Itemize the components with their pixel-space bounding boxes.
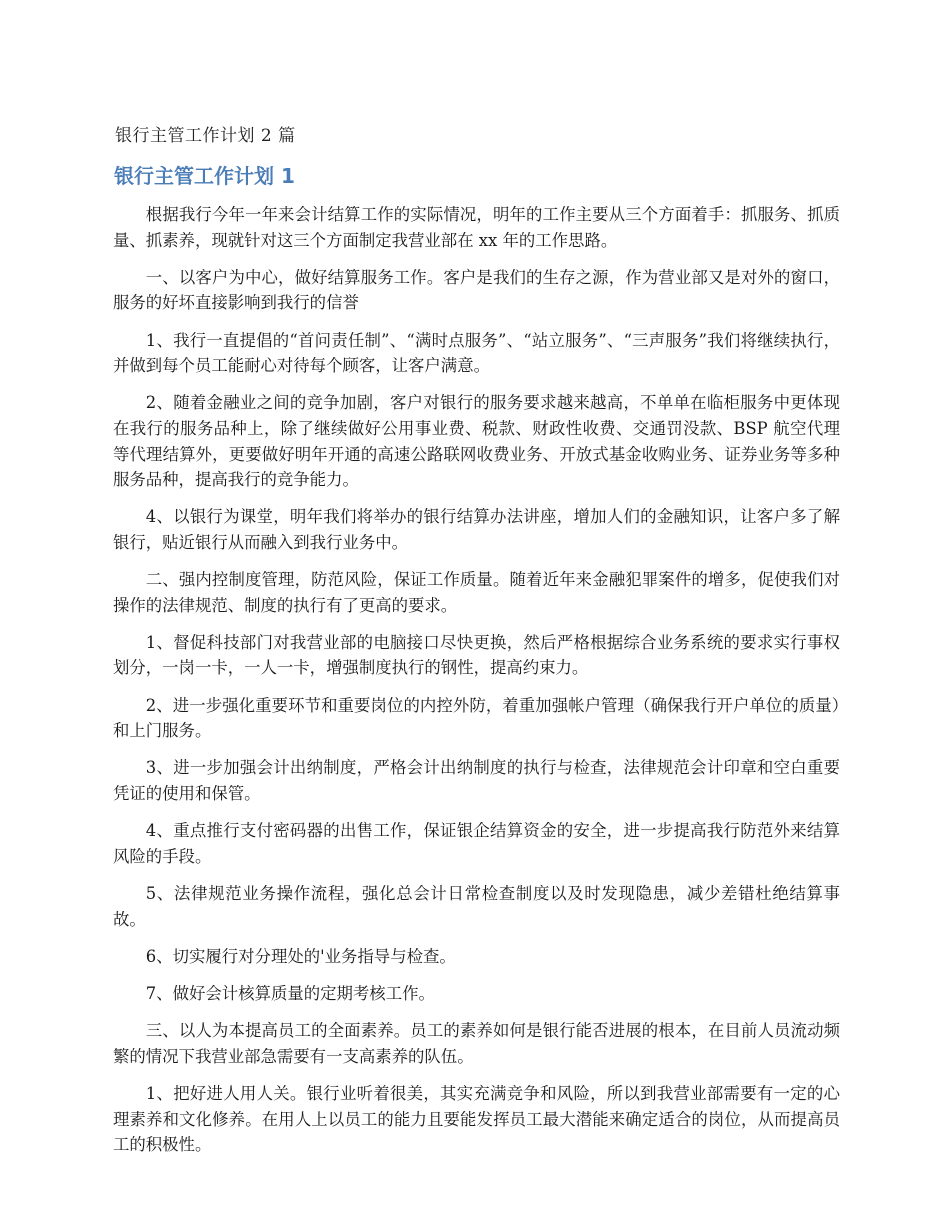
paragraph: 3、进一步加强会计出纳制度，严格会计出纳制度的执行与检查，法律规范会计印章和空白重要凭证的使用和保管。 xyxy=(113,758,840,804)
paragraph: 4、以银行为课堂，明年我们将举办的银行结算办法讲座，增加人们的金融知识，让客户多了解银行，贴近银行从而融入到我行业务中。 xyxy=(113,507,840,552)
paragraph: 5、法律规范业务操作流程，强化总会计日常检查制度以及时发现隐患，减少差错杜绝结算事故。 xyxy=(113,884,840,929)
paragraph: 1、督促科技部门对我营业部的电脑接口尽快更换，然后严格根据综合业务系统的要求实行事权划分，一岗一卡，一人一卡，增强制度执行的钢性，提高约束力。 xyxy=(113,632,840,678)
paragraph: 三、以人为本提高员工的全面素养。员工的素养如何是银行能否进展的根本，在目前人员流动频繁的情况下我营业部急需要有一支高素养的队伍。 xyxy=(113,1021,840,1066)
document-title: 银行主管工作计划 2 篇 xyxy=(115,126,296,146)
paragraph: 1、我行一直提倡的“首问责任制”、“满时点服务”、“站立服务”、“三声服务”我们将继续执行，并做到每个员工能耐心对待每个顾客，让客户满意。 xyxy=(113,330,840,376)
paragraph: 6、切实履行对分理处的'业务指导与检查。 xyxy=(145,946,456,966)
document-body xyxy=(113,202,840,1169)
paragraph: 二、强内控制度管理，防范风险，保证工作质量。随着近年来金融犯罪案件的增多，促使我们对操作的法律规范、制度的执行有了更高的要求。 xyxy=(113,570,840,615)
paragraph: 2、随着金融业之间的竞争加剧，客户对银行的服务要求越来越高，不单单在临柜服务中更体现在我行的服务品种上，除了继续做好公用事业费、税款、财政性收费、交通罚没款、BSP 航空代理等代理结算外，更要做好明年开通的高速公路联网收费业务、开放式基金收购业务、证券业务等多种服务品种，提高我行的竞争能力。 xyxy=(113,393,840,490)
paragraph: 一、以客户为中心，做好结算服务工作。客户是我们的生存之源，作为营业部又是对外的窗口，服务的好坏直接影响到我行的信誉 xyxy=(113,267,840,313)
paragraph: 2、进一步强化重要环节和重要岗位的内控外防，着重加强帐户管理（确保我行开户单位的质量）和上门服务。 xyxy=(113,695,840,741)
paragraph: 根据我行今年一年来会计结算工作的实际情况，明年的工作主要从三个方面着手：抓服务、抓质量、抓素养，现就针对这三个方面制定我营业部在 xx 年的工作思路。 xyxy=(113,205,840,250)
section-heading: 银行主管工作计划 1 xyxy=(114,164,295,188)
paragraph: 1、把好进人用人关。银行业听着很美，其实充满竞争和风险，所以到我营业部需要有一定的心理素养和文化修养。在用人上以员工的能力且要能发挥员工最大潜能来确定适合的岗位，从而提高员工的积极性。 xyxy=(113,1083,840,1155)
paragraph: 7、做好会计核算质量的定期考核工作。 xyxy=(145,983,435,1003)
paragraph: 4、重点推行支付密码器的出售工作，保证银企结算资金的安全，进一步提高我行防范外来结算风险的手段。 xyxy=(113,821,840,866)
